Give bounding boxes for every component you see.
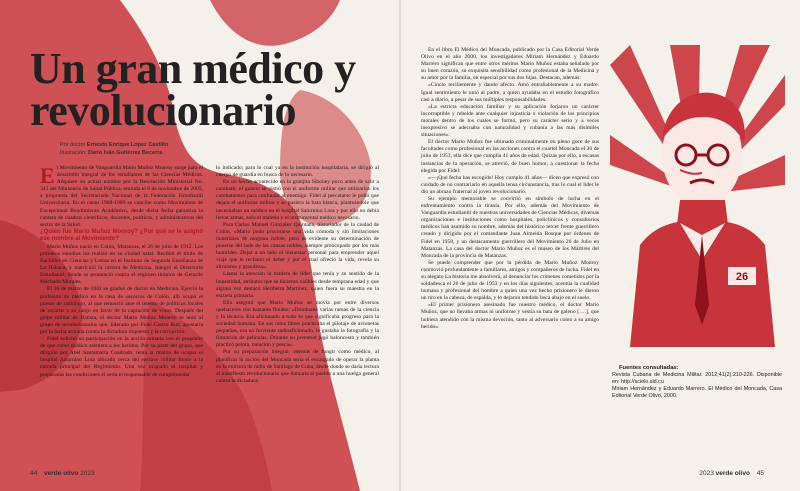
paragraph [40, 165, 203, 229]
article-credits [60, 141, 168, 157]
footer-left [30, 470, 95, 477]
paragraph: Su ejemplo memorable se convirtió en símbolo de lucha en el enfrentamiento contra la tiranía. Por ello, además del Movimiento de Vanguardia estudiantil de nuestras universidades de Ciencias Médicas, diversas organizaciones e instituciones como hospitales, policlínicos y consultorios médicos han asumido su nombre, además del histórico tercer frente guerrillero creado y dirigido por el comandante Juan Almeida Bosque por órdenes de Fidel en 1958, y un destacamento guerrillero del Movimiento 26 de Julio en Matanzas. La casa del doctor Mario Muñoz es el museo de los Mártires del Moncada de la provincia de Matanzas. [421, 195, 599, 259]
footer-right [699, 470, 764, 477]
paragraph: El 16 de marzo de 1942 se graduó de doctor en Medicina. Ejerció la profesión de médico en la casa de socorros de Colón, allí ocupó el puesto de radiólogo, al que renunció ante el intento de políticos locales de recurrir a su cargo en favor de la captación de votos. Después del golpe militar de Batista, el doctor Mario Muñoz Monroy se unió al grupo de revolucionarios que, liderado por Fidel Castro Ruz, apostaría por la lucha armada contra la dictadura impuesta y la corrupción. [40, 286, 203, 335]
paragraph: Ella aseguró que Mario Muñoz se movía por entre diversos quehaceres con bastante fluidez: «Dominaba varias ramas de la ciencia y la técnica. Era aficionado a todo lo que significaba progreso para la sociedad humana. En sus ratos libres practicaba el pilotaje de avionetas pequeñas, era un ferviente radioaficionado, le gustaba la fotografía y la filmación de películas. Durante su juventud jugó baloncesto y también practicó pelota, natación y pesca». [216, 299, 379, 349]
paragraph: En un hecho acontecido en la granjita Siboney poco antes de salir a combatir, el galeno se vistió con el uniforme militar que utilizarían los combatientes para confundir al enemigo. Fidel al percatarse le pidió que dejara el uniforme militar y se pusiera la bata blanca, planteándole que necesitaban un médico en el hospital Saturnino Lora y por ello no debía llevar armas, solo el maletín y el instrumental médico necesario. [216, 179, 379, 221]
paragraph-text: l Movimiento de Vanguardia Mario Muñoz Monroy surge para el desarrollo integral de los estudiantes de las Ciencias Médicas. Adquiere su actual nombre por la Resolución Ministerial No. 343 del Ministerio de Salud Pública, emitida el 8 de noviembre de 2005, a propuesta del Secretariado Nacional de la Federación Estudiantil Universitaria. En el curso 1988-1989 se concibe como Movimiento de Excepcional Rendimiento Académico, desde dicha fecha garantiza la cantera de cuadros científicos, docentes, políticos, y administrativos del sector de la Salud. [40, 165, 203, 228]
sources-column [612, 365, 782, 400]
year-left: 2023 [80, 470, 95, 477]
text-column-2 [216, 165, 379, 385]
magazine-name-left: verde olivo [44, 470, 79, 477]
paragraph: «—¡Qué fecha has escogido! Hoy cumplo 41 años— dicen que expresó con cuidado de no contrariarlo en aquella tensa circunstancia, tras lo cual el líder le dio un abrazo fraternal al joven revolucionario. [421, 174, 599, 195]
text-column-3 [421, 47, 599, 331]
author-label: Por doctor [60, 142, 86, 148]
illustrator-name: Darío Iván Gutiérrez Becerra [88, 150, 163, 156]
drop-cap: E [40, 163, 55, 188]
paragraph: Mario Muñoz nació en Colón, Matanzas, el 26 de julio de 1912. Los primeros estudios los realizó en su ciudad natal. Recibió el título de Bachiller en Ciencias y Letras en el Instituto de Segunda Enseñanza de La Habana, y matriculó la carrera de Medicina. Integró el Directorio Estudiantil, donde se pronunció contra el régimen tiránico de Gerardo Machado Morales. [40, 243, 203, 286]
title-line-2: revolucionario [30, 86, 296, 135]
paragraph: Para Carlos Manuel González Quintana, historiador de la ciudad de Colón, «Mario pudo procurarse una vida cómoda y sin limitaciones materiales de ninguna índole, pero es evidente su determinación de ponerse del lado de las causas nobles, siempre preocupado por los más humildes. Dejar a un lado el bienestar personal para emprender aquel viaje que le reclamó el deber y por el cual ofreció la vida, revela su altruismo y grandeza». [216, 221, 379, 271]
paragraph: En el libro El Médico del Moncada, publicado por la Casa Editorial Verde Olivo en el año 2000, los investigadores Miriam Hernández y Eduardo Marrero significan que entre otros méritos Mario Muñoz estaba señalado por su buen corazón, su exquisita sensibilidad como profesional de la Medicina y su amor por la familia, en especial por sus dos hijas. Destacan, además: [421, 47, 599, 82]
paragraph: «La estricta educación familiar y su aplicación forjaron un carácter incorruptible y rebelde ante cualquier injusticia o violación de los principios morales dentro de los cuales se formó, pero su carácter serio y a veces inexpresivo se adecuaba con naturalidad y cubanía a las más disímiles situaciones». [421, 103, 599, 139]
source-item: Revista Cubana de Medicina Militar. 2012;41(2):210-226. Disponible en: http://scielo.sld.cu [612, 372, 782, 386]
page-number-left: 44 [30, 470, 38, 477]
paragraph: Llama la atención la madera de líder que tenía y su sentido de la honestidad, atributos que se hicieron visibles desde temprana edad y que alguna vez destacó Heriberta Martínez, quien fuera su maestra en la escuela primaria. [216, 271, 379, 299]
title-line-1: Un gran médico y [30, 44, 356, 93]
article-title [30, 44, 356, 135]
page-gutter [399, 0, 401, 491]
paragraph: Se puede comprender que por la pérdida de Mario Muñoz Monroy conmovió profundamente a familiares, amigos y compañeros de lucha. Fidel en su alegato La historia me absolverá, al denunciar los crímenes cometidos por la soldadesca el 26 de julio de 1953 y en los días siguientes, acentúa la cualidad humana y profesional del hombre a quien una vez hecho prisionero le dieron un tiro en la cabeza, de espalda, y lo dejaron tendido boca abajo en el suelo. [421, 259, 600, 302]
author-credit [60, 141, 168, 149]
page-number-right: 45 [756, 470, 764, 477]
paragraph: Fidel solicitó su participación en la acción armada con el propósito de que como médico asistiera a los heridos. Por su parte del grupo, que dirigido por Abel Santamaría Cuadrado, tenía la misión de ocupar el hospital Saturnino Lora ubicado cerca del enclave militar frente a la entrada principal del Regimiento. Una vez ocupado el hospital y preparadas las condiciones él sería el responsable de cumplimentar [40, 336, 203, 378]
author-name: Ernesto Enrique López Castillo [86, 142, 169, 148]
subheading-question: ¿Quién fue Mario Muñoz Monroy? ¿Por qué se le asignó ese nombre al Movimiento? [40, 228, 203, 243]
text-column-1 [40, 165, 203, 379]
illustrator-credit [60, 149, 168, 157]
paragraph: lo indicado; para lo cual ya en la institución hospitalaria, se dirigió al cuerpo de guardia en busca de lo necesario. [216, 165, 379, 179]
illustrator-label: Ilustración: [60, 150, 87, 156]
portrait-illustration [610, 45, 785, 347]
magazine-name-right: verde olivo [715, 470, 750, 477]
paragraph: Por su preparación integral, además de fungir como médico, al planificar la acción del Moncada sería el encargado de operar la planta en la emisora de radio de Santiago de Cuba, desde donde se daría lectura al manifiesto revolucionario que llamaría al pueblo a una huelga general contra la dictadura. [216, 349, 379, 384]
paragraph: «Cincio reciliemente y dando afecto. Amó entrañablemente a su madre. Igual sentimiento le unió al padre, a quien ayudaba en el estudio fotográfico casi a diario, a pesar de sus múltiples responsabilidades. [421, 82, 599, 103]
sources-title: Fuentes consultadas: [619, 365, 679, 371]
source-item: Miriam Hernández y Eduardo Marrero. El Médico del Moncada, Casa Editorial Verde Olivo, 2000. [612, 386, 782, 400]
year-right: 2023 [699, 470, 714, 477]
paragraph: «El primer prisionero asesinado fue nuestro médico, el doctor Mario Muñoz, que no llevaba armas ni uniforme y vestía su bata de galeno [….], que hubiera atendido con la misma devoción, tanto al adversario como a su amigo herido». [421, 302, 599, 330]
portrait-badge-text: 26 [735, 271, 749, 283]
paragraph: El doctor Mario Muñoz fue ultimado criminalmente en pleno goce de sus facultades como profesional en las acciones contra el cuartel Moncada el 26 de julio de 1953, ella dice que cumplía 41 años de edad. Quizás por ello, a escasas instancias de la operación, se atrevió, de buen humor, a cuestionar la fecha elegida por Fidel: [421, 139, 599, 174]
